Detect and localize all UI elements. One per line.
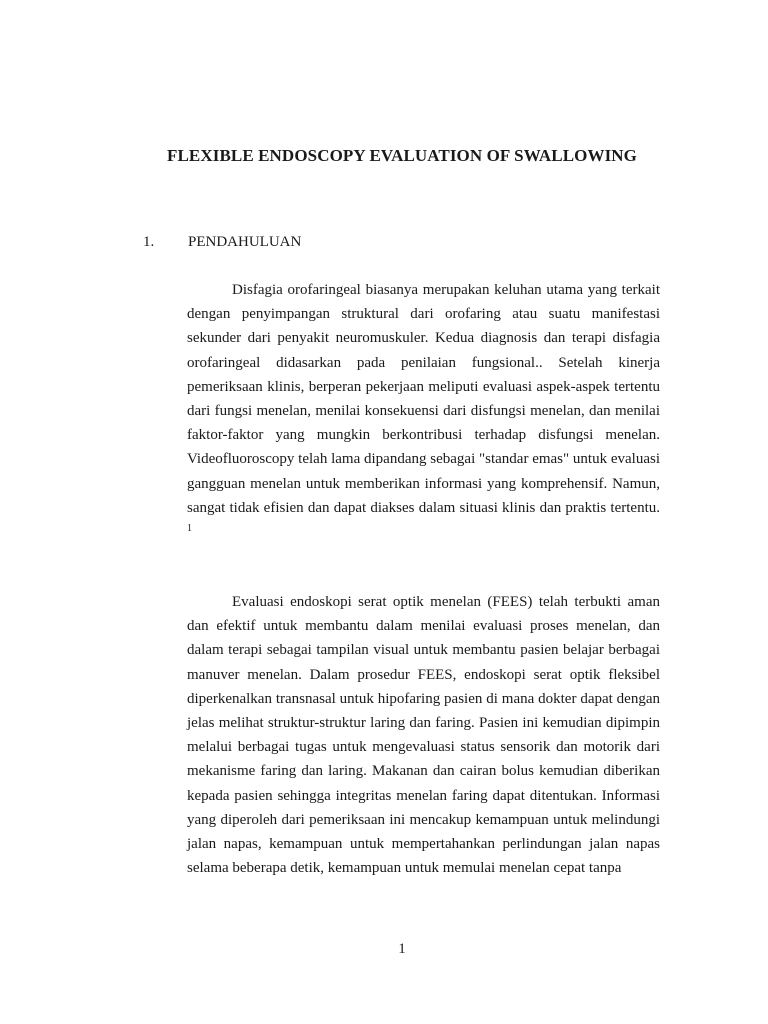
footnote-marker: 1 [187,523,192,535]
paragraph-1-text: Disfagia orofaringeal biasanya merupakan keluhan utama yang terkait dengan penyimpangan struktural dari orofaring atau suatu manifestasi sekunder dari penyakit neuromuskuler. Kedua diagnosis dan terapi disfagia orofaringeal didasarkan pada penilaian fungsional.. Setelah kinerja pemeriksaan klinis, berperan pekerjaan meliputi evaluasi aspek-aspek tertentu dari fungsi menelan, menilai konsekuensi dari disfungsi menelan, dan menilai faktor-faktor yang mungkin berkontribusi terhadap disfungsi menelan. Videofluoroscopy telah lama dipandang sebagai "standar emas" untuk evaluasi gangguan menelan untuk memberikan informasi yang komprehensif. Namun, sangat tidak efisien dan dapat diakses dalam situasi klinis dan praktis tertentu. [187,282,660,516]
section-heading [143,234,301,251]
paragraph-2 [187,590,660,880]
document-title: FLEXIBLE ENDOSCOPY EVALUATION OF SWALLOWING [167,146,637,165]
section-number: 1. [143,234,155,250]
section-title: PENDAHULUAN [188,234,302,250]
page-number: 1 [398,941,406,957]
paragraph-2-text: Evaluasi endoskopi serat optik menelan (FEES) telah terbukti aman dan efektif untuk membantu dalam menilai evaluasi proses menelan, dan dalam terapi sebagai tampilan visual untuk membantu pasien belajar berbagai manuver menelan. Dalam prosedur FEES, endoskopi serat optik fleksibel diperkenalkan transnasal untuk hipofaring pasien di mana dokter dapat dengan jelas melihat struktur-struktur laring dan faring. Pasien ini kemudian dipimpin melalui berbagai tugas untuk mengevaluasi status sensorik dan motorik dari mekanisme faring dan laring. Makanan dan cairan bolus kemudian diberikan kepada pasien sehingga integritas menelan faring dapat ditentukan. Informasi yang diperoleh dari pemeriksaan ini mencakup kemampuan untuk melindungi jalan napas, kemampuan untuk mempertahankan perlindungan jalan napas selama beberapa detik, kemampuan untuk memulai menelan cepat tanpa [187,594,660,877]
paragraph-1 [187,278,660,544]
